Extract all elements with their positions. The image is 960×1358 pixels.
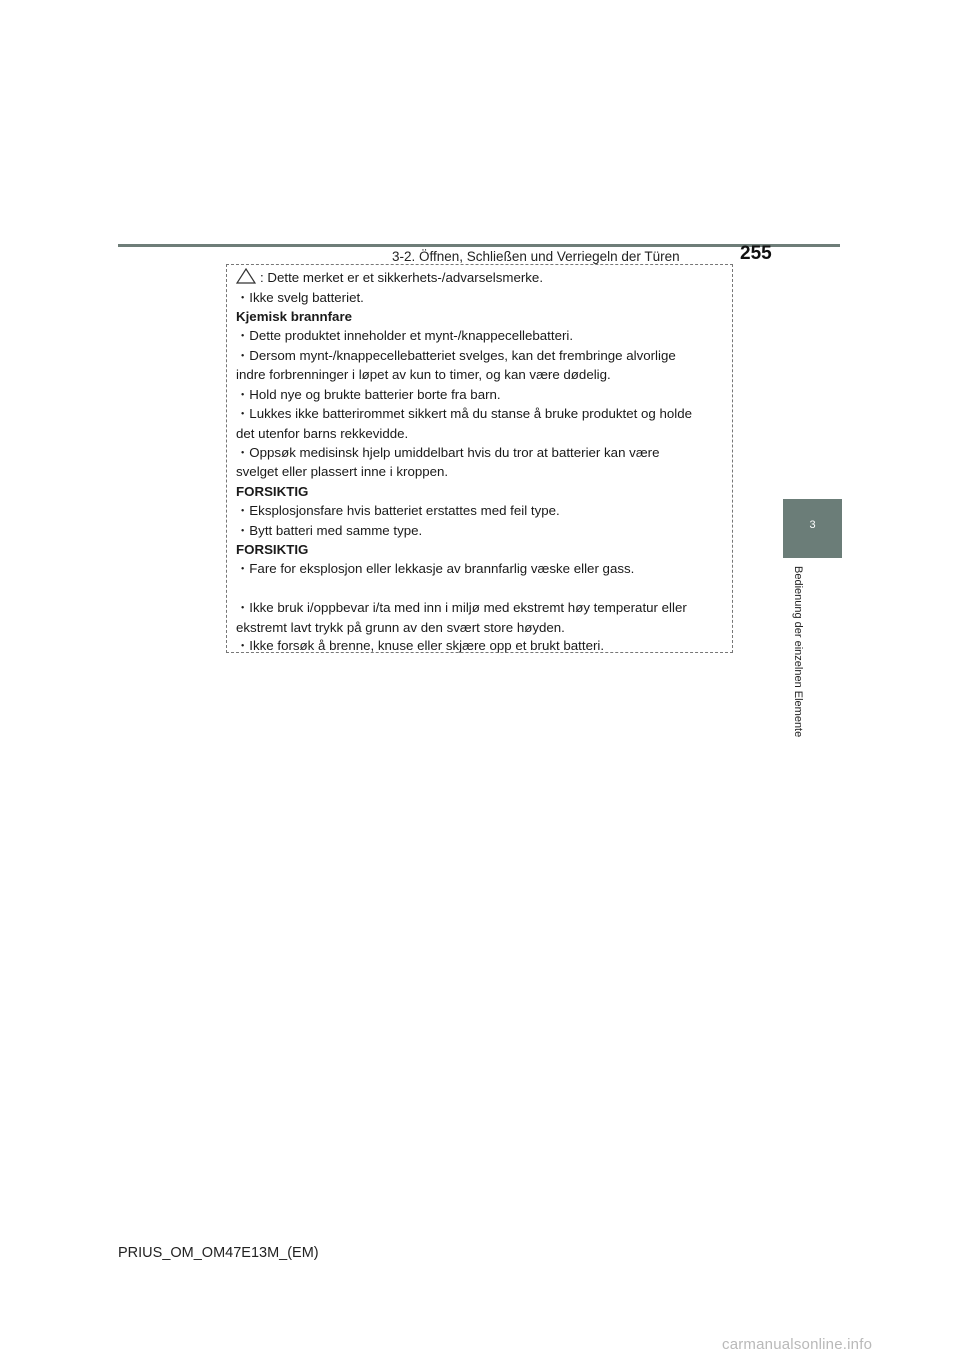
- warning-line: det utenfor barns rekkevidde.: [236, 426, 409, 441]
- warning-heading: FORSIKTIG: [236, 484, 309, 499]
- warning-intro: [236, 268, 543, 287]
- warning-intro-text: : Dette merket er et sikkerhets-/advarselsmerke.: [260, 270, 544, 285]
- chapter-title: Bedienung der einzelnen Elemente: [792, 566, 804, 738]
- chapter-tab: [783, 499, 842, 558]
- warning-line: ・Eksplosjonsfare hvis batteriet erstattes med feil type.: [236, 503, 560, 518]
- document-code: PRIUS_OM_OM47E13M_(EM): [118, 1245, 319, 1261]
- watermark: carmanualsonline.info: [722, 1336, 873, 1353]
- warning-line: ・Bytt batteri med samme type.: [236, 523, 423, 538]
- page-number: 255: [740, 243, 772, 264]
- warning-line: ・Lukkes ikke batterirommet sikkert må du stanse å bruke produktet og holde: [236, 406, 693, 421]
- warning-line: ekstremt lavt trykk på grunn av den svært store høyden.: [236, 620, 565, 635]
- header-rule: [118, 244, 840, 247]
- warning-line: ・Hold nye og brukte batterier borte fra barn.: [236, 387, 501, 402]
- warning-line: ・Dersom mynt-/knappecellebatteriet svelges, kan det frembringe alvorlige: [236, 348, 676, 363]
- warning-line: indre forbrenninger i løpet av kun to timer, og kan være dødelig.: [236, 367, 611, 382]
- warning-heading: Kjemisk brannfare: [236, 309, 353, 324]
- warning-line: svelget eller plassert inne i kroppen.: [236, 464, 449, 479]
- warning-line: ・Ikke svelg batteriet.: [236, 290, 364, 305]
- warning-line: ・Oppsøk medisinsk hjelp umiddelbart hvis du tror at batterier kan være: [236, 445, 660, 460]
- chapter-number: 3: [809, 519, 816, 531]
- section-title: 3-2. Öffnen, Schließen und Verriegeln der Türen: [392, 249, 680, 264]
- warning-triangle-icon: [236, 268, 256, 284]
- warning-heading: FORSIKTIG: [236, 542, 309, 557]
- warning-line: ・Fare for eksplosjon eller lekkasje av brannfarlig væske eller gass.: [236, 561, 635, 576]
- warning-line: ・Dette produktet inneholder et mynt-/knappecellebatteri.: [236, 328, 574, 343]
- warning-line: ・Ikke forsøk å brenne, knuse eller skjære opp et brukt batteri.: [236, 638, 605, 653]
- warning-line: ・Ikke bruk i/oppbevar i/ta med inn i miljø med ekstremt høy temperatur eller: [236, 600, 687, 615]
